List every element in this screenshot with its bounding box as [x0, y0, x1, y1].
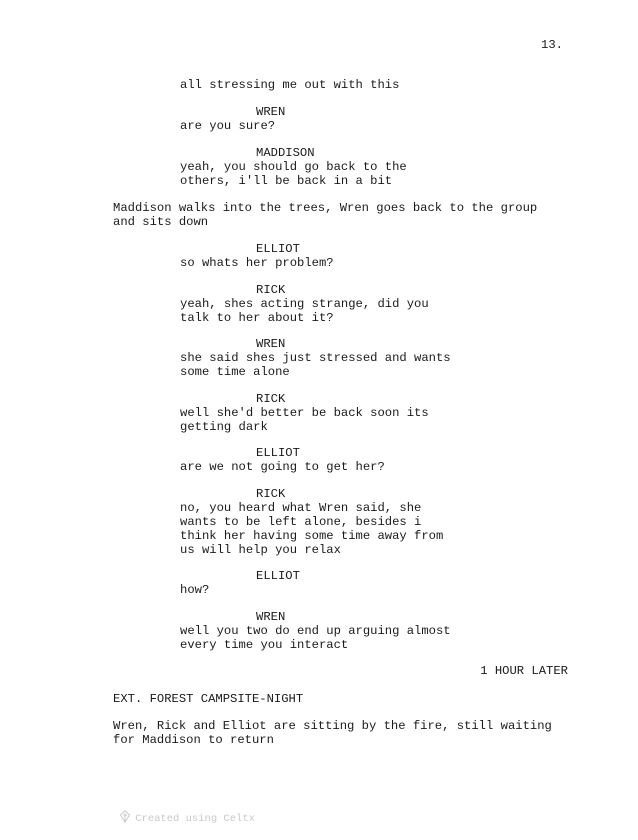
- dialogue-line: us will help you relax: [180, 543, 341, 557]
- character-name: RICK: [256, 283, 286, 297]
- character-name: ELLIOT: [256, 569, 300, 583]
- dialogue-line: wants to be left alone, besides i: [180, 515, 422, 529]
- transition-line: 1 HOUR LATER: [480, 664, 568, 678]
- dialogue-line: are we not going to get her?: [180, 460, 385, 474]
- celtx-pen-icon: [119, 810, 131, 823]
- character-name: MADDISON: [256, 146, 315, 160]
- character-name: RICK: [256, 392, 286, 406]
- page-number: 13.: [541, 38, 563, 52]
- character-name: ELLIOT: [256, 242, 300, 256]
- dialogue-line: some time alone: [180, 365, 290, 379]
- dialogue-line: think her having some time away from: [180, 529, 444, 543]
- character-name: RICK: [256, 487, 286, 501]
- dialogue-line: talk to her about it?: [180, 311, 334, 325]
- dialogue-line: so whats her problem?: [180, 256, 334, 270]
- dialogue-line: are you sure?: [180, 119, 276, 133]
- character-name: WREN: [256, 337, 286, 351]
- action-line: Maddison walks into the trees, Wren goes back to the group: [113, 201, 538, 215]
- dialogue-line: no, you heard what Wren said, she: [180, 501, 422, 515]
- footer-text: Created using Celtx: [135, 813, 255, 825]
- action-line: Wren, Rick and Elliot are sitting by the fire, still waiting: [113, 719, 552, 733]
- dialogue-line: how?: [180, 583, 210, 597]
- dialogue-line: yeah, shes acting strange, did you: [180, 297, 429, 311]
- character-name: WREN: [256, 610, 286, 624]
- scene-heading: EXT. FOREST CAMPSITE-NIGHT: [113, 692, 304, 706]
- dialogue-line: all stressing me out with this: [180, 78, 400, 92]
- dialogue-line: yeah, you should go back to the: [180, 160, 407, 174]
- dialogue-line: well you two do end up arguing almost: [180, 624, 451, 638]
- action-line: and sits down: [113, 215, 209, 229]
- action-line: for Maddison to return: [113, 733, 274, 747]
- character-name: WREN: [256, 105, 286, 119]
- dialogue-line: well she'd better be back soon its: [180, 406, 429, 420]
- celtx-footer: [94, 796, 255, 840]
- dialogue-line: others, i'll be back in a bit: [180, 174, 393, 188]
- dialogue-line: she said shes just stressed and wants: [180, 351, 451, 365]
- dialogue-line: every time you interact: [180, 638, 349, 652]
- character-name: ELLIOT: [256, 446, 300, 460]
- dialogue-line: getting dark: [180, 420, 268, 434]
